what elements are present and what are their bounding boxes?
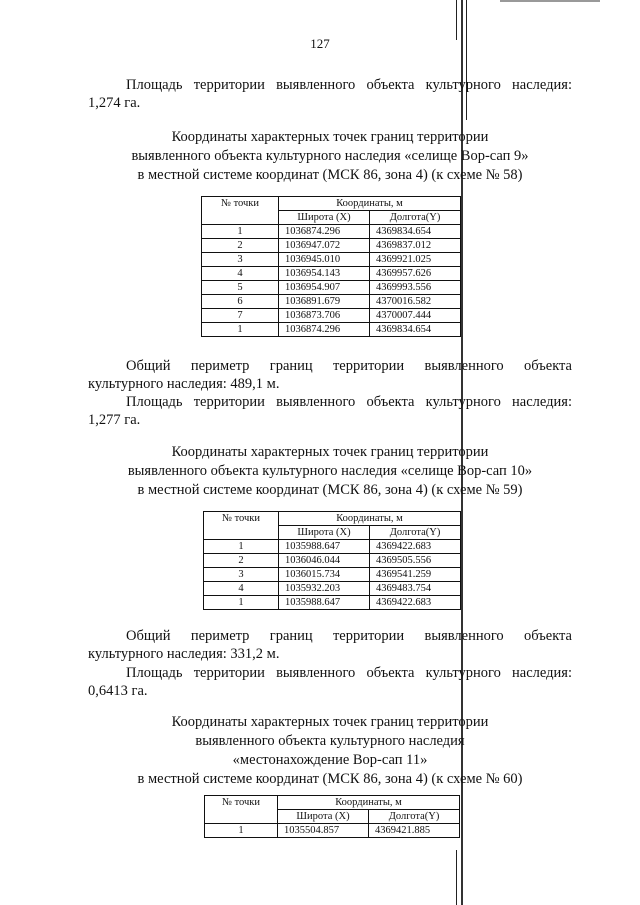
table-row [204,568,461,582]
lat-cell: 1036954.907 [279,281,370,295]
lat-cell: 1036015.734 [279,568,370,582]
lat-cell: 1035988.647 [279,540,370,554]
col-point-header: № точки [204,512,279,540]
point-cell: 2 [202,239,279,253]
col-lon-header: Долгота(Y) [370,526,461,540]
lon-cell: 4369957.626 [370,267,461,281]
point-cell: 3 [204,568,279,582]
lon-cell: 4369541.259 [370,568,461,582]
point-cell: 1 [204,596,279,610]
section-58-title-line: Координаты характерных точек границ территории [171,129,489,145]
perimeter-value-59: культурного наследия: 331,2 м. [88,646,280,662]
point-cell: 4 [202,267,279,281]
table-row [205,824,460,838]
table-row [202,239,461,253]
lon-cell: 4369505.556 [370,554,461,568]
perimeter-value-58: культурного наследия: 489,1 м. [88,376,280,392]
section-60-heading [88,713,572,789]
lat-cell: 1036874.296 [279,225,370,239]
point-cell: 5 [202,281,279,295]
page-number: 127 [310,36,330,51]
col-point-header: № точки [202,197,279,225]
col-point-header: № точки [205,796,278,824]
lat-cell: 1036947.072 [279,239,370,253]
col-lon-header: Долгота(Y) [370,211,461,225]
area-value-1: 1,274 га. [88,95,141,111]
point-cell: 7 [202,309,279,323]
col-coords-header: Координаты, м [279,512,461,526]
section-60-title-line: Координаты характерных точек границ территории [171,714,489,730]
lon-cell: 4369834.654 [370,225,461,239]
area-text-1: Площадь территории выявленного объекта культурного наследия: [126,77,572,93]
scan-fold-line-2 [456,0,457,40]
lat-cell: 1036954.143 [279,267,370,281]
lat-cell: 1036891.679 [279,295,370,309]
table-row [202,295,461,309]
lon-cell: 4369834.654 [370,323,461,337]
lon-cell: 4369921.025 [370,253,461,267]
col-lat-header: Широта (X) [279,526,370,540]
col-lat-header: Широта (X) [279,211,370,225]
coords-table-60 [204,795,460,838]
lat-cell: 1036873.706 [279,309,370,323]
scan-fold-line-4 [456,850,457,905]
point-cell: 1 [202,225,279,239]
scan-top-smudge [500,0,600,2]
lat-cell: 1036945.010 [279,253,370,267]
col-lon-header: Долгота(Y) [369,810,460,824]
point-cell: 3 [202,253,279,267]
table-row [204,582,461,596]
table-row [202,225,461,239]
lon-cell: 4369837.012 [370,239,461,253]
table-row [202,309,461,323]
table-row [202,267,461,281]
table-row [204,596,461,610]
point-cell: 2 [204,554,279,568]
section-58-title-line: в местной системе координат (МСК 86, зона 4) (к схеме № 58) [137,167,523,183]
point-cell: 1 [204,540,279,554]
section-58-title-line: выявленного объекта культурного наследия «селище Вор-сап 9» [131,148,529,164]
point-cell: 4 [204,582,279,596]
table-row [202,281,461,295]
table-row [204,540,461,554]
lon-cell: 4369483.754 [370,582,461,596]
area-text-58: Площадь территории выявленного объекта культурного наследия: [126,394,572,410]
lat-cell: 1036046.044 [279,554,370,568]
lon-cell: 4369422.683 [370,596,461,610]
table-header-row [204,512,461,526]
section-59-title-line: Координаты характерных точек границ территории [171,444,489,460]
table-header-row [202,197,461,211]
section-59-heading [88,443,572,500]
col-coords-header: Координаты, м [279,197,461,211]
table-row [204,554,461,568]
lon-cell: 4370007.444 [370,309,461,323]
section-60-title-line: «местонахождение Вор-сап 11» [232,752,428,768]
lon-cell: 4369421.885 [369,824,460,838]
coords-table-59 [203,511,461,610]
section-59-title-line: выявленного объекта культурного наследия «селище Вор-сап 10» [127,463,533,479]
table-row [202,253,461,267]
lat-cell: 1035504.857 [278,824,369,838]
point-cell: 1 [202,323,279,337]
table-header-row [205,796,460,810]
lat-cell: 1035932.203 [279,582,370,596]
perimeter-text-58: Общий периметр границ территории выявленного объекта [126,358,572,374]
point-cell: 6 [202,295,279,309]
area-text-59: Площадь территории выявленного объекта культурного наследия: [126,665,572,681]
area-value-58: 1,277 га. [88,412,141,428]
section-60-title-line: выявленного объекта культурного наследия [195,733,465,749]
coords-table-58 [201,196,461,337]
lat-cell: 1035988.647 [279,596,370,610]
lon-cell: 4369422.683 [370,540,461,554]
lon-cell: 4370016.582 [370,295,461,309]
lat-cell: 1036874.296 [279,323,370,337]
table-row [202,323,461,337]
section-59-title-line: в местной системе координат (МСК 86, зона 4) (к схеме № 59) [137,482,523,498]
section-58-heading [88,128,572,185]
col-lat-header: Широта (X) [278,810,369,824]
perimeter-text-59: Общий периметр границ территории выявленного объекта [126,628,572,644]
point-cell: 1 [205,824,278,838]
section-60-title-line: в местной системе координат (МСК 86, зона 4) (к схеме № 60) [137,771,523,787]
col-coords-header: Координаты, м [278,796,460,810]
lon-cell: 4369993.556 [370,281,461,295]
area-value-59: 0,6413 га. [88,683,148,699]
